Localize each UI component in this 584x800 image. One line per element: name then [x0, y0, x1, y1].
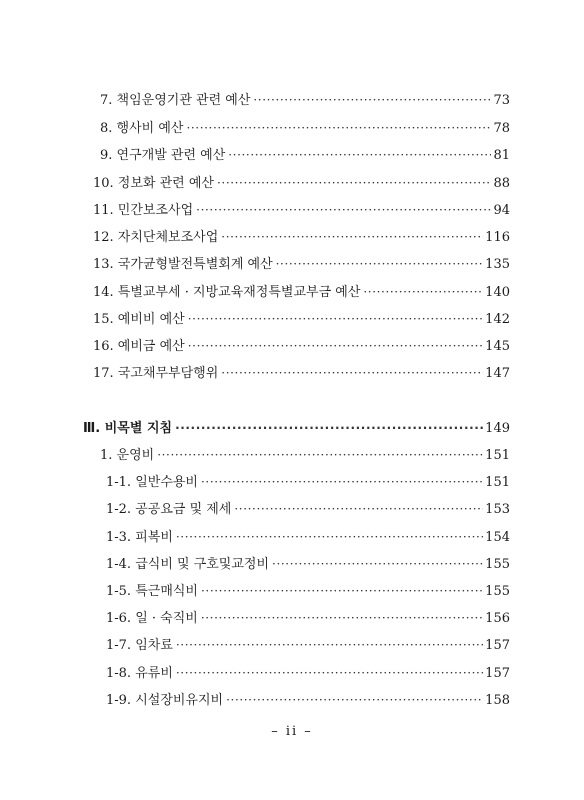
toc-item-label: 1-9. 시설장비유지비 — [106, 693, 224, 708]
toc-entry[interactable] — [100, 120, 510, 137]
dot-leader — [201, 474, 483, 490]
toc-item-label: 1-7. 임차료 — [106, 638, 173, 653]
dot-leader — [253, 92, 491, 108]
toc-entry[interactable] — [93, 338, 510, 355]
toc-item-page: 157 — [485, 666, 510, 681]
toc-entry-page: 116 — [485, 230, 510, 245]
toc-subsection-page: 151 — [485, 448, 510, 463]
toc-entry[interactable] — [93, 284, 510, 301]
toc-entry-page: 81 — [493, 148, 510, 163]
toc-entry-label: 15. 예비비 예산 — [93, 312, 185, 327]
toc-item[interactable] — [106, 529, 510, 546]
toc-entry[interactable] — [93, 175, 510, 192]
toc-item-page: 156 — [485, 611, 510, 626]
toc-item-page: 155 — [485, 584, 510, 599]
toc-item[interactable] — [106, 665, 510, 682]
toc-item-label: 1-8. 유류비 — [106, 666, 173, 681]
toc-entry-label: 14. 특별교부세 · 지방교육재정특별교부금 예산 — [93, 285, 361, 300]
toc-entry[interactable] — [93, 202, 510, 219]
toc-entry-page: 88 — [493, 176, 510, 191]
toc-entry[interactable] — [100, 147, 510, 164]
dot-leader — [276, 256, 484, 272]
dot-leader — [217, 175, 491, 191]
toc-item-label: 1-5. 특근매식비 — [106, 584, 198, 599]
toc-item[interactable] — [106, 474, 510, 491]
toc-subsection[interactable] — [100, 447, 510, 464]
dot-leader — [221, 229, 483, 245]
toc-item[interactable] — [106, 692, 510, 709]
toc-entry-label: 11. 민간보조사업 — [93, 203, 194, 218]
toc-entry-page: 78 — [493, 121, 510, 136]
dot-leader — [234, 501, 483, 517]
toc-item-label: 1-1. 일반수용비 — [106, 475, 198, 490]
toc-item[interactable] — [106, 556, 510, 573]
toc-entry-label: 13. 국가균형발전특별회계 예산 — [93, 257, 273, 272]
toc-entry[interactable] — [93, 365, 510, 382]
toc-item-label: 1-3. 피복비 — [106, 530, 173, 545]
dot-leader — [272, 556, 483, 572]
dot-leader — [226, 692, 483, 708]
toc-item-page: 151 — [485, 475, 510, 490]
toc-item[interactable] — [106, 610, 510, 627]
toc-item[interactable] — [106, 501, 510, 518]
toc-subsection-label: 1. 운영비 — [100, 448, 155, 463]
dot-leader — [221, 365, 483, 381]
dot-leader — [176, 665, 483, 681]
toc-entry-page: 73 — [493, 93, 510, 108]
toc-section-heading[interactable] — [83, 420, 510, 437]
dot-leader — [176, 529, 483, 545]
dot-leader — [196, 202, 491, 218]
dot-leader — [186, 120, 491, 136]
toc-entry-label: 12. 자치단체보조사업 — [93, 230, 219, 245]
toc-entry-label: 16. 예비금 예산 — [93, 339, 185, 354]
toc-item-page: 154 — [485, 530, 510, 545]
page-number: – ii – — [271, 724, 313, 739]
toc-entry-page: 147 — [485, 366, 510, 381]
dot-leader — [188, 338, 483, 354]
toc-item[interactable] — [106, 637, 510, 654]
toc-section-page: 149 — [485, 421, 510, 436]
toc-entry-label: 9. 연구개발 관련 예산 — [100, 148, 226, 163]
toc-entry-label: 8. 행사비 예산 — [100, 121, 184, 136]
toc-item-label: 1-6. 일 · 숙직비 — [106, 611, 198, 626]
dot-leader — [176, 637, 483, 653]
dot-leader — [228, 147, 491, 163]
toc-entry-page: 135 — [485, 257, 510, 272]
toc-entry-label: 10. 정보화 관련 예산 — [93, 176, 214, 191]
toc-section-label: Ⅲ. 비목별 지침 — [83, 421, 173, 436]
toc-entry-page: 142 — [485, 312, 510, 327]
toc-item-page: 157 — [485, 638, 510, 653]
toc-entry-label: 7. 책임운영기관 관련 예산 — [100, 93, 251, 108]
toc-entry-label: 17. 국고채무부담행위 — [93, 366, 219, 381]
dot-leader — [175, 420, 483, 436]
toc-entry[interactable] — [93, 256, 510, 273]
toc-item-page: 158 — [485, 693, 510, 708]
toc-item-page: 155 — [485, 557, 510, 572]
toc-item-label: 1-2. 공공요금 및 제세 — [106, 502, 232, 517]
dot-leader — [157, 447, 483, 463]
dot-leader — [363, 284, 483, 300]
toc-entry[interactable] — [93, 311, 510, 328]
toc-item-page: 153 — [485, 502, 510, 517]
toc-entry[interactable] — [100, 92, 510, 109]
dot-leader — [188, 311, 483, 327]
toc-item-label: 1-4. 급식비 및 구호및교정비 — [106, 557, 270, 572]
toc-entry-page: 140 — [485, 285, 510, 300]
toc-item[interactable] — [106, 583, 510, 600]
toc-entry-page: 145 — [485, 339, 510, 354]
toc-entry-page: 94 — [493, 203, 510, 218]
dot-leader — [201, 610, 483, 626]
dot-leader — [201, 583, 483, 599]
toc-entry[interactable] — [93, 229, 510, 246]
